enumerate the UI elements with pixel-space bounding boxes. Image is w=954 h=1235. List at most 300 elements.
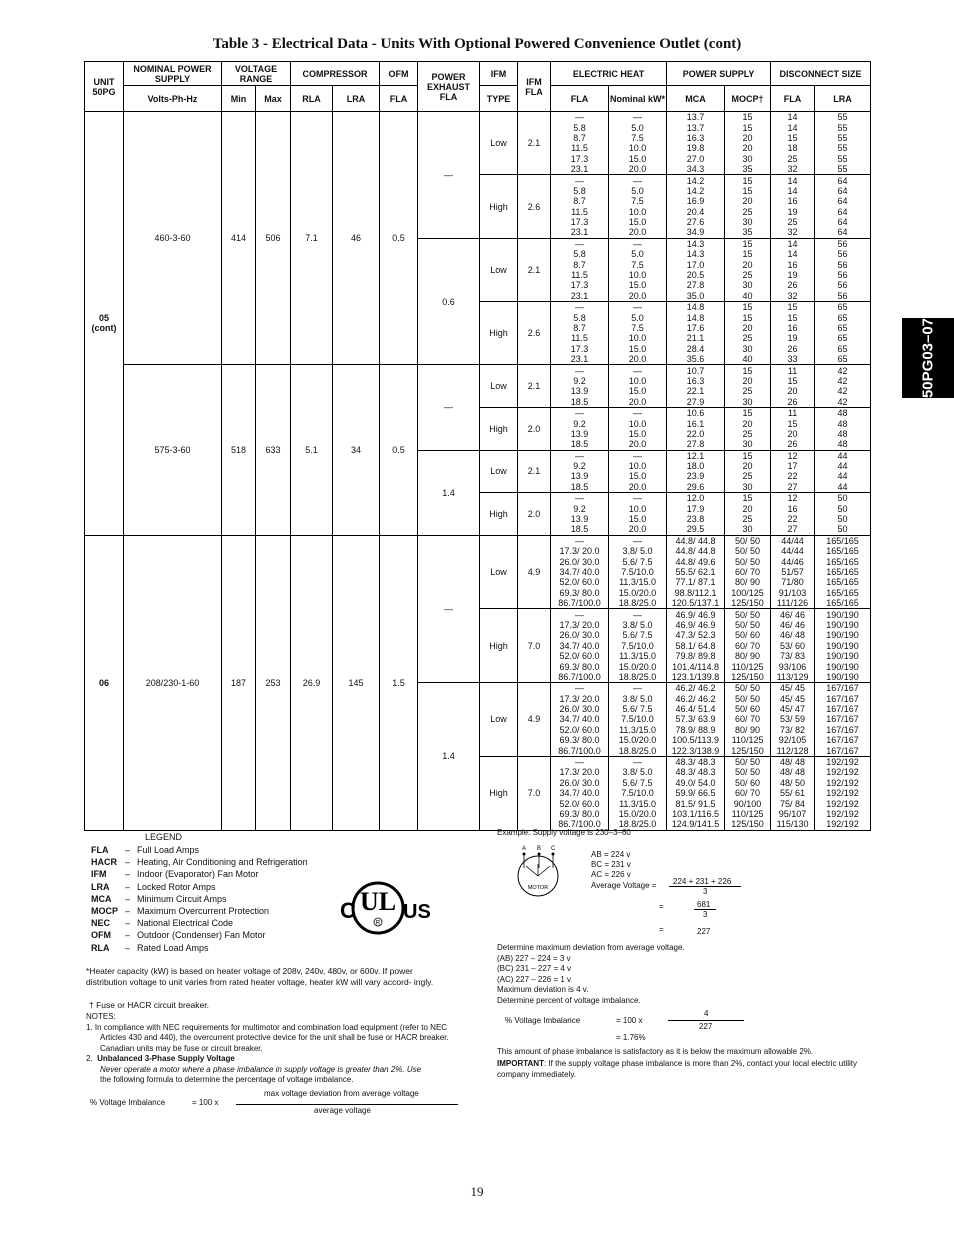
ds-lra-cell: 167/167	[815, 725, 871, 735]
ac-voltage: AC = 226 v	[591, 870, 631, 879]
eh-kw-cell: —	[609, 609, 667, 620]
header-unit: UNIT 50PG	[85, 62, 124, 112]
imbalance-eq: = 100 x	[616, 1016, 643, 1025]
eh-kw-cell: 15.0	[609, 386, 667, 396]
legend-text: Outdoor (Condenser) Fan Motor	[137, 930, 266, 941]
eh-fla-cell: 69.3/ 80.0	[551, 588, 609, 598]
mca-cell: 23.9	[667, 471, 725, 481]
legend-dash: –	[125, 942, 131, 953]
mca-cell: 14.3	[667, 249, 725, 259]
imbalance-result: = 1.76%	[616, 1033, 646, 1042]
mocp-cell: 25	[725, 270, 771, 280]
eh-fla-cell: 52.0/ 60.0	[551, 798, 609, 808]
ds-lra-cell: 56	[815, 280, 871, 290]
satisfactory-text: This amount of phase imbalance is satisfactory as it is below the maximum allowable 2%.	[497, 1047, 814, 1056]
mca-cell: 17.0	[667, 259, 725, 269]
mca-cell: 101.4/114.8	[667, 661, 725, 671]
cul-us-logo	[331, 878, 431, 938]
mocp-cell: 80/ 90	[725, 651, 771, 661]
ac-dev: (AC) 227 – 226 = 1 v	[497, 974, 572, 984]
eh-kw-cell: 5.0	[609, 312, 667, 322]
ds-fla-cell: 111/126	[771, 598, 815, 609]
eh-kw-cell: 15.0	[609, 154, 667, 164]
ifm-type-cell: Low	[480, 112, 518, 175]
mocp-cell: 50/ 50	[725, 756, 771, 767]
eh-fla-cell: 18.5	[551, 397, 609, 408]
mca-cell: 12.1	[667, 450, 725, 461]
ds-fla-cell: 92/105	[771, 735, 815, 745]
mocp-cell: 25	[725, 207, 771, 217]
legend-item	[91, 868, 308, 880]
eh-kw-cell: 10.0	[609, 503, 667, 513]
mca-cell: 34.9	[667, 227, 725, 238]
ds-lra-cell: 65	[815, 312, 871, 322]
mca-cell: 27.0	[667, 154, 725, 164]
ds-fla-cell: 27	[771, 482, 815, 493]
mocp-cell: 15	[725, 493, 771, 504]
eh-fla-cell: 52.0/ 60.0	[551, 651, 609, 661]
eh-kw-cell: 10.0	[609, 143, 667, 153]
eh-kw-cell: —	[609, 365, 667, 376]
mocp-cell: 60/ 70	[725, 567, 771, 577]
mocp-cell: 20	[725, 143, 771, 153]
legend-text: Maximum Overcurrent Protection	[137, 906, 270, 917]
eh-kw-cell: 20.0	[609, 354, 667, 365]
legend-dash: –	[125, 893, 131, 904]
eh-fla-cell: —	[551, 175, 609, 186]
ds-lra-cell: 167/167	[815, 704, 871, 714]
formula-bar	[236, 1104, 458, 1105]
ds-fla-cell: 45/ 45	[771, 693, 815, 703]
ds-fla-cell: 48/ 50	[771, 778, 815, 788]
mocp-cell: 30	[725, 280, 771, 290]
important-note: IMPORTANT: If the supply voltage phase imbalance is more than 2%, contact your local electric utility company immediately.	[497, 1059, 858, 1079]
eh-kw-cell: —	[609, 112, 667, 123]
ds-lra-cell: 50	[815, 503, 871, 513]
vmax-cell: 506	[256, 112, 291, 365]
mca-cell: 44.8/ 49.6	[667, 556, 725, 566]
vmax-cell: 633	[256, 365, 291, 535]
header-max: Max	[256, 86, 291, 112]
mca-cell: 21.1	[667, 333, 725, 343]
ds-fla-cell: 18	[771, 143, 815, 153]
avg-denominator: 3	[703, 887, 708, 896]
ds-fla-cell: 33	[771, 354, 815, 365]
ds-fla-cell: 26	[771, 344, 815, 354]
mocp-cell: 15	[725, 365, 771, 376]
eh-kw-cell: —	[609, 302, 667, 313]
rla-cell: 7.1	[291, 112, 333, 365]
ds-fla-cell: 14	[771, 175, 815, 186]
eh-fla-cell: 8.7	[551, 196, 609, 206]
mocp-cell: 15	[725, 312, 771, 322]
mocp-cell: 60/ 70	[725, 714, 771, 724]
mca-cell: 16.3	[667, 133, 725, 143]
ds-lra-cell: 167/167	[815, 745, 871, 756]
ds-lra-cell: 48	[815, 439, 871, 450]
header-rla: RLA	[291, 86, 333, 112]
ds-fla-cell: 45/ 47	[771, 704, 815, 714]
mocp-cell: 20	[725, 461, 771, 471]
ifm-type-cell: High	[480, 493, 518, 536]
terminal-c: C	[551, 846, 556, 852]
mca-cell: 35.6	[667, 354, 725, 365]
eh-kw-cell: 15.0	[609, 217, 667, 227]
deviation-block	[497, 943, 685, 1006]
table-row	[85, 535, 871, 546]
ds-lra-cell: 190/190	[815, 609, 871, 620]
eh-kw-cell: 5.6/ 7.5	[609, 630, 667, 640]
eh-kw-cell: 5.0	[609, 249, 667, 259]
eh-kw-cell: 20.0	[609, 397, 667, 408]
mca-cell: 58.1/ 64.8	[667, 641, 725, 651]
ifm-fla-cell: 2.0	[518, 493, 551, 536]
max-dev-text: Determine maximum deviation from average voltage.	[497, 943, 685, 952]
eh-fla-cell: 9.2	[551, 461, 609, 471]
ds-fla-cell: 73/ 83	[771, 651, 815, 661]
logo-c: C	[340, 898, 356, 923]
mca-cell: 57.3/ 63.9	[667, 714, 725, 724]
ds-lra-cell: 48	[815, 407, 871, 418]
eh-fla-cell: 34.7/ 40.0	[551, 788, 609, 798]
ds-lra-cell: 44	[815, 471, 871, 481]
legend-dash: –	[125, 918, 131, 929]
vmin-cell: 187	[222, 535, 256, 830]
header-ds-fla: FLA	[771, 86, 815, 112]
legend-text: Rated Load Amps	[137, 942, 209, 953]
eh-fla-cell: 17.3/ 20.0	[551, 693, 609, 703]
ds-lra-cell: 56	[815, 249, 871, 259]
mca-cell: 13.7	[667, 112, 725, 123]
eh-fla-cell: 13.9	[551, 514, 609, 524]
ds-fla-cell: 20	[771, 429, 815, 439]
ds-fla-cell: 19	[771, 333, 815, 343]
eh-fla-cell: 34.7/ 40.0	[551, 567, 609, 577]
mocp-cell: 60/ 70	[725, 788, 771, 798]
ifm-type-cell: Low	[480, 450, 518, 493]
ds-lra-cell: 64	[815, 217, 871, 227]
mocp-cell: 60/ 70	[725, 641, 771, 651]
ds-lra-cell: 64	[815, 186, 871, 196]
ifm-type-cell: Low	[480, 535, 518, 609]
ds-lra-cell: 64	[815, 207, 871, 217]
eh-fla-cell: 13.9	[551, 471, 609, 481]
lra-cell: 145	[333, 535, 380, 830]
ds-fla-cell: 14	[771, 186, 815, 196]
mca-cell: 55.5/ 62.1	[667, 567, 725, 577]
eh-kw-cell: 15.0/20.0	[609, 735, 667, 745]
ds-lra-cell: 48	[815, 418, 871, 428]
mca-cell: 29.5	[667, 524, 725, 535]
mocp-cell: 25	[725, 514, 771, 524]
mocp-cell: 90/100	[725, 798, 771, 808]
ds-lra-cell: 165/165	[815, 535, 871, 546]
ds-fla-cell: 16	[771, 196, 815, 206]
mca-cell: 16.9	[667, 196, 725, 206]
ifm-type-cell: High	[480, 609, 518, 683]
ds-lra-cell: 165/165	[815, 577, 871, 587]
ds-fla-cell: 48/ 48	[771, 767, 815, 777]
mocp-cell: 100/125	[725, 588, 771, 598]
ds-fla-cell: 19	[771, 270, 815, 280]
eh-kw-cell: 10.0	[609, 461, 667, 471]
eh-fla-cell: —	[551, 407, 609, 418]
mocp-cell: 80/ 90	[725, 577, 771, 587]
ds-lra-cell: 190/190	[815, 661, 871, 671]
eh-kw-cell: 3.8/ 5.0	[609, 546, 667, 556]
eh-fla-cell: 13.9	[551, 429, 609, 439]
power-exhaust-cell: —	[418, 535, 480, 682]
ifm-type-cell: High	[480, 407, 518, 450]
mca-cell: 14.2	[667, 186, 725, 196]
mca-cell: 22.0	[667, 429, 725, 439]
eh-fla-cell: 9.2	[551, 503, 609, 513]
ab-dev: (AB) 227 – 224 = 3 v	[497, 953, 571, 963]
eh-kw-cell: 7.5	[609, 323, 667, 333]
imbalance-label: % Voltage Imbalance	[505, 1016, 581, 1025]
legend-abbr: MCA	[91, 893, 112, 904]
ds-lra-cell: 65	[815, 333, 871, 343]
header-ofm: OFM	[380, 62, 418, 86]
mca-cell: 34.3	[667, 164, 725, 175]
eh-kw-cell: 18.8/25.0	[609, 598, 667, 609]
legend-dash: –	[125, 857, 131, 868]
legend-dash: –	[125, 845, 131, 855]
mocp-cell: 50/ 50	[725, 609, 771, 620]
mca-cell: 19.8	[667, 143, 725, 153]
eh-fla-cell: 17.3	[551, 280, 609, 290]
eh-fla-cell: 52.0/ 60.0	[551, 577, 609, 587]
eh-fla-cell: —	[551, 365, 609, 376]
mocp-cell: 125/150	[725, 819, 771, 830]
side-tab-label: 50PG03–07	[919, 317, 937, 399]
ds-fla-cell: 73/ 82	[771, 725, 815, 735]
legend-text: Indoor (Evaporator) Fan Motor	[137, 869, 259, 880]
mocp-cell: 50/ 50	[725, 556, 771, 566]
ds-lra-cell: 190/190	[815, 630, 871, 640]
ds-fla-cell: 26	[771, 439, 815, 450]
header-ifm-fla: IFM FLA	[518, 62, 551, 112]
eh-fla-cell: 26.0/ 30.0	[551, 630, 609, 640]
mocp-cell: 50/ 60	[725, 630, 771, 640]
header-compressor: COMPRESSOR	[291, 62, 380, 86]
mocp-cell: 30	[725, 154, 771, 164]
ds-fla-cell: 25	[771, 217, 815, 227]
mca-cell: 44.8/ 44.8	[667, 535, 725, 546]
eh-kw-cell: 3.8/ 5.0	[609, 693, 667, 703]
vmax-cell: 253	[256, 535, 291, 830]
unit-cell: 05 (cont)	[85, 112, 124, 536]
eh-fla-cell: —	[551, 609, 609, 620]
mca-cell: 14.8	[667, 312, 725, 322]
electrical-data-table	[84, 61, 871, 831]
header-voltage-range: VOLTAGE RANGE	[222, 62, 291, 86]
eh-fla-cell: 8.7	[551, 259, 609, 269]
ifm-fla-cell: 2.6	[518, 175, 551, 238]
ds-fla-cell: 14	[771, 249, 815, 259]
ab-voltage: AB = 224 v	[591, 850, 631, 859]
legend-abbr: LRA	[91, 881, 110, 892]
mca-cell: 103.1/116.5	[667, 809, 725, 819]
note-2-rest: the following formula to determine the percentage of voltage imbalance.	[100, 1075, 354, 1084]
power-exhaust-cell: —	[418, 112, 480, 239]
mocp-cell: 15	[725, 238, 771, 249]
eh-kw-cell: —	[609, 450, 667, 461]
mocp-cell: 20	[725, 259, 771, 269]
mca-cell: 14.2	[667, 175, 725, 186]
ifm-type-cell: Low	[480, 238, 518, 301]
eh-fla-cell: 9.2	[551, 418, 609, 428]
eh-fla-cell: 69.3/ 80.0	[551, 809, 609, 819]
mca-cell: 79.8/ 89.8	[667, 651, 725, 661]
header-ifm: IFM	[480, 62, 518, 86]
header-eh-fla: FLA	[551, 86, 609, 112]
ds-fla-cell: 14	[771, 122, 815, 132]
mca-cell: 10.6	[667, 407, 725, 418]
mca-cell: 120.5/137.1	[667, 598, 725, 609]
ofm-cell: 1.5	[380, 535, 418, 830]
legend	[91, 844, 308, 954]
mca-cell: 44.8/ 44.8	[667, 546, 725, 556]
ds-fla-cell: 16	[771, 503, 815, 513]
ds-lra-cell: 50	[815, 524, 871, 535]
rla-cell: 26.9	[291, 535, 333, 830]
eh-kw-cell: —	[609, 683, 667, 694]
legend-text: Full Load Amps	[137, 845, 200, 855]
vmin-cell: 414	[222, 112, 256, 365]
ds-lra-cell: 48	[815, 429, 871, 439]
ifm-type-cell: Low	[480, 683, 518, 757]
header-mca: MCA	[667, 86, 725, 112]
ds-lra-cell: 167/167	[815, 683, 871, 694]
mca-cell: 10.7	[667, 365, 725, 376]
eh-kw-cell: 5.6/ 7.5	[609, 704, 667, 714]
eh-fla-cell: 86.7/100.0	[551, 672, 609, 683]
ds-fla-cell: 53/ 60	[771, 641, 815, 651]
ds-fla-cell: 51/57	[771, 567, 815, 577]
eh-fla-cell: 9.2	[551, 376, 609, 386]
eh-kw-cell: 10.0	[609, 376, 667, 386]
eh-kw-cell: 5.0	[609, 122, 667, 132]
note-2-title: Unbalanced 3-Phase Supply Voltage	[97, 1054, 235, 1063]
mocp-cell: 50/ 60	[725, 778, 771, 788]
header-electric-heat: ELECTRIC HEAT	[551, 62, 667, 86]
legend-item	[91, 905, 308, 917]
mocp-cell: 40	[725, 354, 771, 365]
mca-cell: 46.2/ 46.2	[667, 683, 725, 694]
eh-kw-cell: 20.0	[609, 164, 667, 175]
eh-kw-cell: 18.8/25.0	[609, 745, 667, 756]
eh-kw-cell: 3.8/ 5.0	[609, 620, 667, 630]
phase-voltages	[591, 850, 631, 880]
ds-lra-cell: 55	[815, 143, 871, 153]
header-lra: LRA	[333, 86, 380, 112]
mocp-cell: 30	[725, 524, 771, 535]
unit-cell: 06	[85, 535, 124, 830]
ds-lra-cell: 64	[815, 196, 871, 206]
eh-fla-cell: 86.7/100.0	[551, 819, 609, 830]
eh-kw-cell: 10.0	[609, 207, 667, 217]
avg-numerator: 224 + 231 + 226	[673, 877, 732, 886]
ifm-fla-cell: 2.6	[518, 302, 551, 365]
formula-numerator: max voltage deviation from average voltage	[264, 1089, 419, 1098]
mocp-cell: 25	[725, 471, 771, 481]
table-row	[85, 365, 871, 376]
ds-lra-cell: 65	[815, 354, 871, 365]
ds-lra-cell: 190/190	[815, 641, 871, 651]
eh-kw-cell: 20.0	[609, 439, 667, 450]
note-2	[86, 1054, 456, 1065]
mca-cell: 13.7	[667, 122, 725, 132]
ds-fla-cell: 32	[771, 291, 815, 302]
mocp-cell: 15	[725, 186, 771, 196]
ds-lra-cell: 192/192	[815, 788, 871, 798]
ds-fla-cell: 25	[771, 154, 815, 164]
ds-fla-cell: 44/46	[771, 556, 815, 566]
mocp-cell: 125/150	[725, 672, 771, 683]
page-number: 19	[470, 1184, 484, 1199]
eh-kw-cell: 15.0/20.0	[609, 588, 667, 598]
rla-cell: 5.1	[291, 365, 333, 535]
ds-fla-cell: 22	[771, 514, 815, 524]
ds-fla-cell: 46/ 48	[771, 630, 815, 640]
legend-abbr: HACR	[91, 857, 117, 868]
mca-cell: 27.6	[667, 217, 725, 227]
mca-cell: 78.9/ 88.9	[667, 725, 725, 735]
eh-kw-cell: 7.5/10.0	[609, 788, 667, 798]
mocp-cell: 30	[725, 439, 771, 450]
formula-label: % Voltage Imbalance	[90, 1098, 166, 1107]
mocp-cell: 110/125	[725, 809, 771, 819]
formula-eq: = 100 x	[192, 1098, 219, 1107]
mca-cell: 23.8	[667, 514, 725, 524]
legend-dash: –	[125, 930, 131, 941]
ds-fla-cell: 32	[771, 227, 815, 238]
page-title: Table 3 - Electrical Data - Units With Optional Powered Convenience Outlet (cont)	[212, 36, 742, 52]
eh-kw-cell: 7.5	[609, 196, 667, 206]
ds-fla-cell: 26	[771, 280, 815, 290]
notes-title: NOTES:	[86, 1012, 116, 1021]
mocp-cell: 20	[725, 418, 771, 428]
mocp-cell: 50/ 50	[725, 620, 771, 630]
mca-cell: 16.1	[667, 418, 725, 428]
mocp-cell: 20	[725, 323, 771, 333]
imbalance-denominator: 227	[699, 1022, 713, 1031]
ds-fla-cell: 93/106	[771, 661, 815, 671]
mca-cell: 14.3	[667, 238, 725, 249]
mocp-cell: 30	[725, 397, 771, 408]
ds-fla-cell: 44/44	[771, 535, 815, 546]
eh-fla-cell: 13.9	[551, 386, 609, 396]
logo-ul: UL	[359, 887, 397, 916]
mocp-cell: 40	[725, 291, 771, 302]
ds-fla-cell: 115/130	[771, 819, 815, 830]
mocp-cell: 50/ 60	[725, 704, 771, 714]
eh-fla-cell: 17.3	[551, 344, 609, 354]
mocp-cell: 15	[725, 450, 771, 461]
eh-fla-cell: —	[551, 683, 609, 694]
table-row	[85, 112, 871, 123]
ds-lra-cell: 56	[815, 270, 871, 280]
eh-fla-cell: 23.1	[551, 164, 609, 175]
mca-cell: 27.8	[667, 280, 725, 290]
notes	[86, 1012, 456, 1086]
ifm-fla-cell: 2.1	[518, 238, 551, 301]
mca-cell: 46.2/ 46.2	[667, 693, 725, 703]
eh-fla-cell: 69.3/ 80.0	[551, 661, 609, 671]
ifm-fla-cell: 4.9	[518, 535, 551, 609]
legend-text: Minimum Circuit Amps	[137, 893, 227, 904]
